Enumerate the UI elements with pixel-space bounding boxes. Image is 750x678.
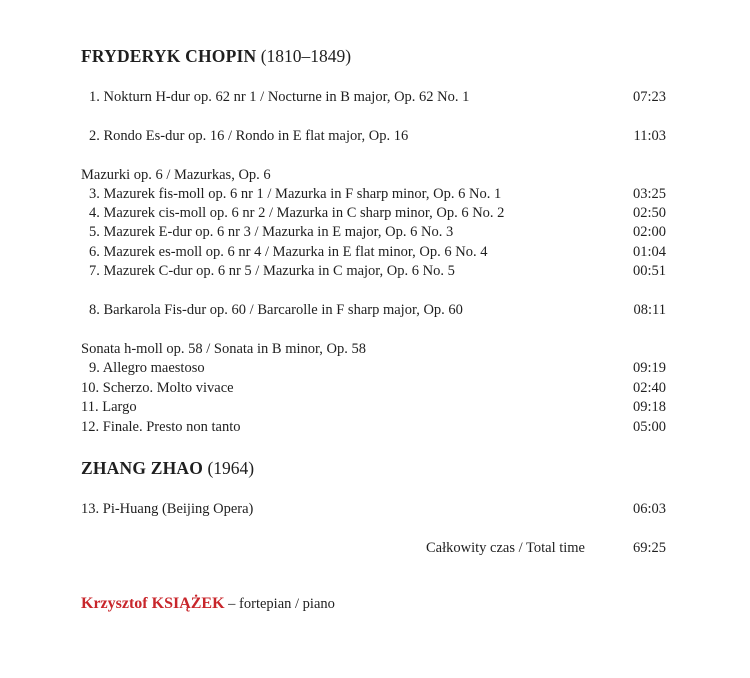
track-title: 8. Barkarola Fis-dur op. 60 / Barcarolle in F sharp major, Op. 60: [89, 302, 463, 318]
group-title-sonata: Sonata h-moll op. 58 / Sonata in B minor, Op. 58: [81, 341, 366, 357]
track-duration: 07:23: [632, 89, 666, 105]
composer-heading-chopin: [81, 45, 351, 67]
total-time-value: 69:25: [632, 540, 666, 556]
track-title: 5. Mazurek E-dur op. 6 nr 3 / Mazurka in E major, Op. 6 No. 3: [89, 224, 454, 240]
track-duration: 03:25: [632, 186, 666, 202]
track-duration: 06:03: [632, 501, 666, 517]
track-title: 11. Largo: [81, 399, 137, 415]
composer-name: FRYDERYK CHOPIN: [81, 46, 257, 66]
track-duration: 01:04: [632, 244, 666, 260]
track-title: 7. Mazurek C-dur op. 6 nr 5 / Mazurka in C major, Op. 6 No. 5: [89, 263, 455, 279]
performer-role: – fortepian / piano: [228, 596, 335, 612]
track-title: 13. Pi-Huang (Beijing Opera): [81, 501, 254, 517]
track-duration: 02:50: [632, 205, 666, 221]
track-title: 6. Mazurek es-moll op. 6 nr 4 / Mazurka in E flat minor, Op. 6 No. 4: [89, 244, 488, 260]
track-duration: 00:51: [632, 263, 666, 279]
track-duration: 09:19: [632, 360, 666, 376]
composer-name: ZHANG ZHAO: [81, 458, 204, 478]
track-duration: 11:03: [633, 128, 666, 144]
track-title: 3. Mazurek fis-moll op. 6 nr 1 / Mazurka in F sharp minor, Op. 6 No. 1: [89, 186, 502, 202]
performer-credit: [81, 594, 335, 614]
total-time-label: Całkowity czas / Total time: [426, 540, 585, 556]
track-duration: 08:11: [633, 302, 666, 318]
track-duration: 09:18: [632, 399, 666, 415]
track-title: 10. Scherzo. Molto vivace: [81, 380, 234, 396]
track-title: 12. Finale. Presto non tanto: [81, 419, 241, 435]
track-duration: 02:40: [632, 380, 666, 396]
composer-dates: (1810–1849): [260, 46, 352, 66]
track-title: 2. Rondo Es-dur op. 16 / Rondo in E flat major, Op. 16: [89, 128, 409, 144]
track-duration: 02:00: [632, 224, 666, 240]
track-title: 9. Allegro maestoso: [89, 360, 205, 376]
composer-dates: (1964): [207, 458, 255, 478]
composer-heading-zhang-zhao: [81, 457, 254, 479]
group-title-mazurki: Mazurki op. 6 / Mazurkas, Op. 6: [81, 167, 271, 183]
track-duration: 05:00: [632, 419, 666, 435]
track-title: 4. Mazurek cis-moll op. 6 nr 2 / Mazurka in C sharp minor, Op. 6 No. 2: [89, 205, 505, 221]
performer-name: Krzysztof KSIĄŻEK: [81, 595, 225, 612]
track-title: 1. Nokturn H-dur op. 62 nr 1 / Nocturne in B major, Op. 62 No. 1: [89, 89, 470, 105]
